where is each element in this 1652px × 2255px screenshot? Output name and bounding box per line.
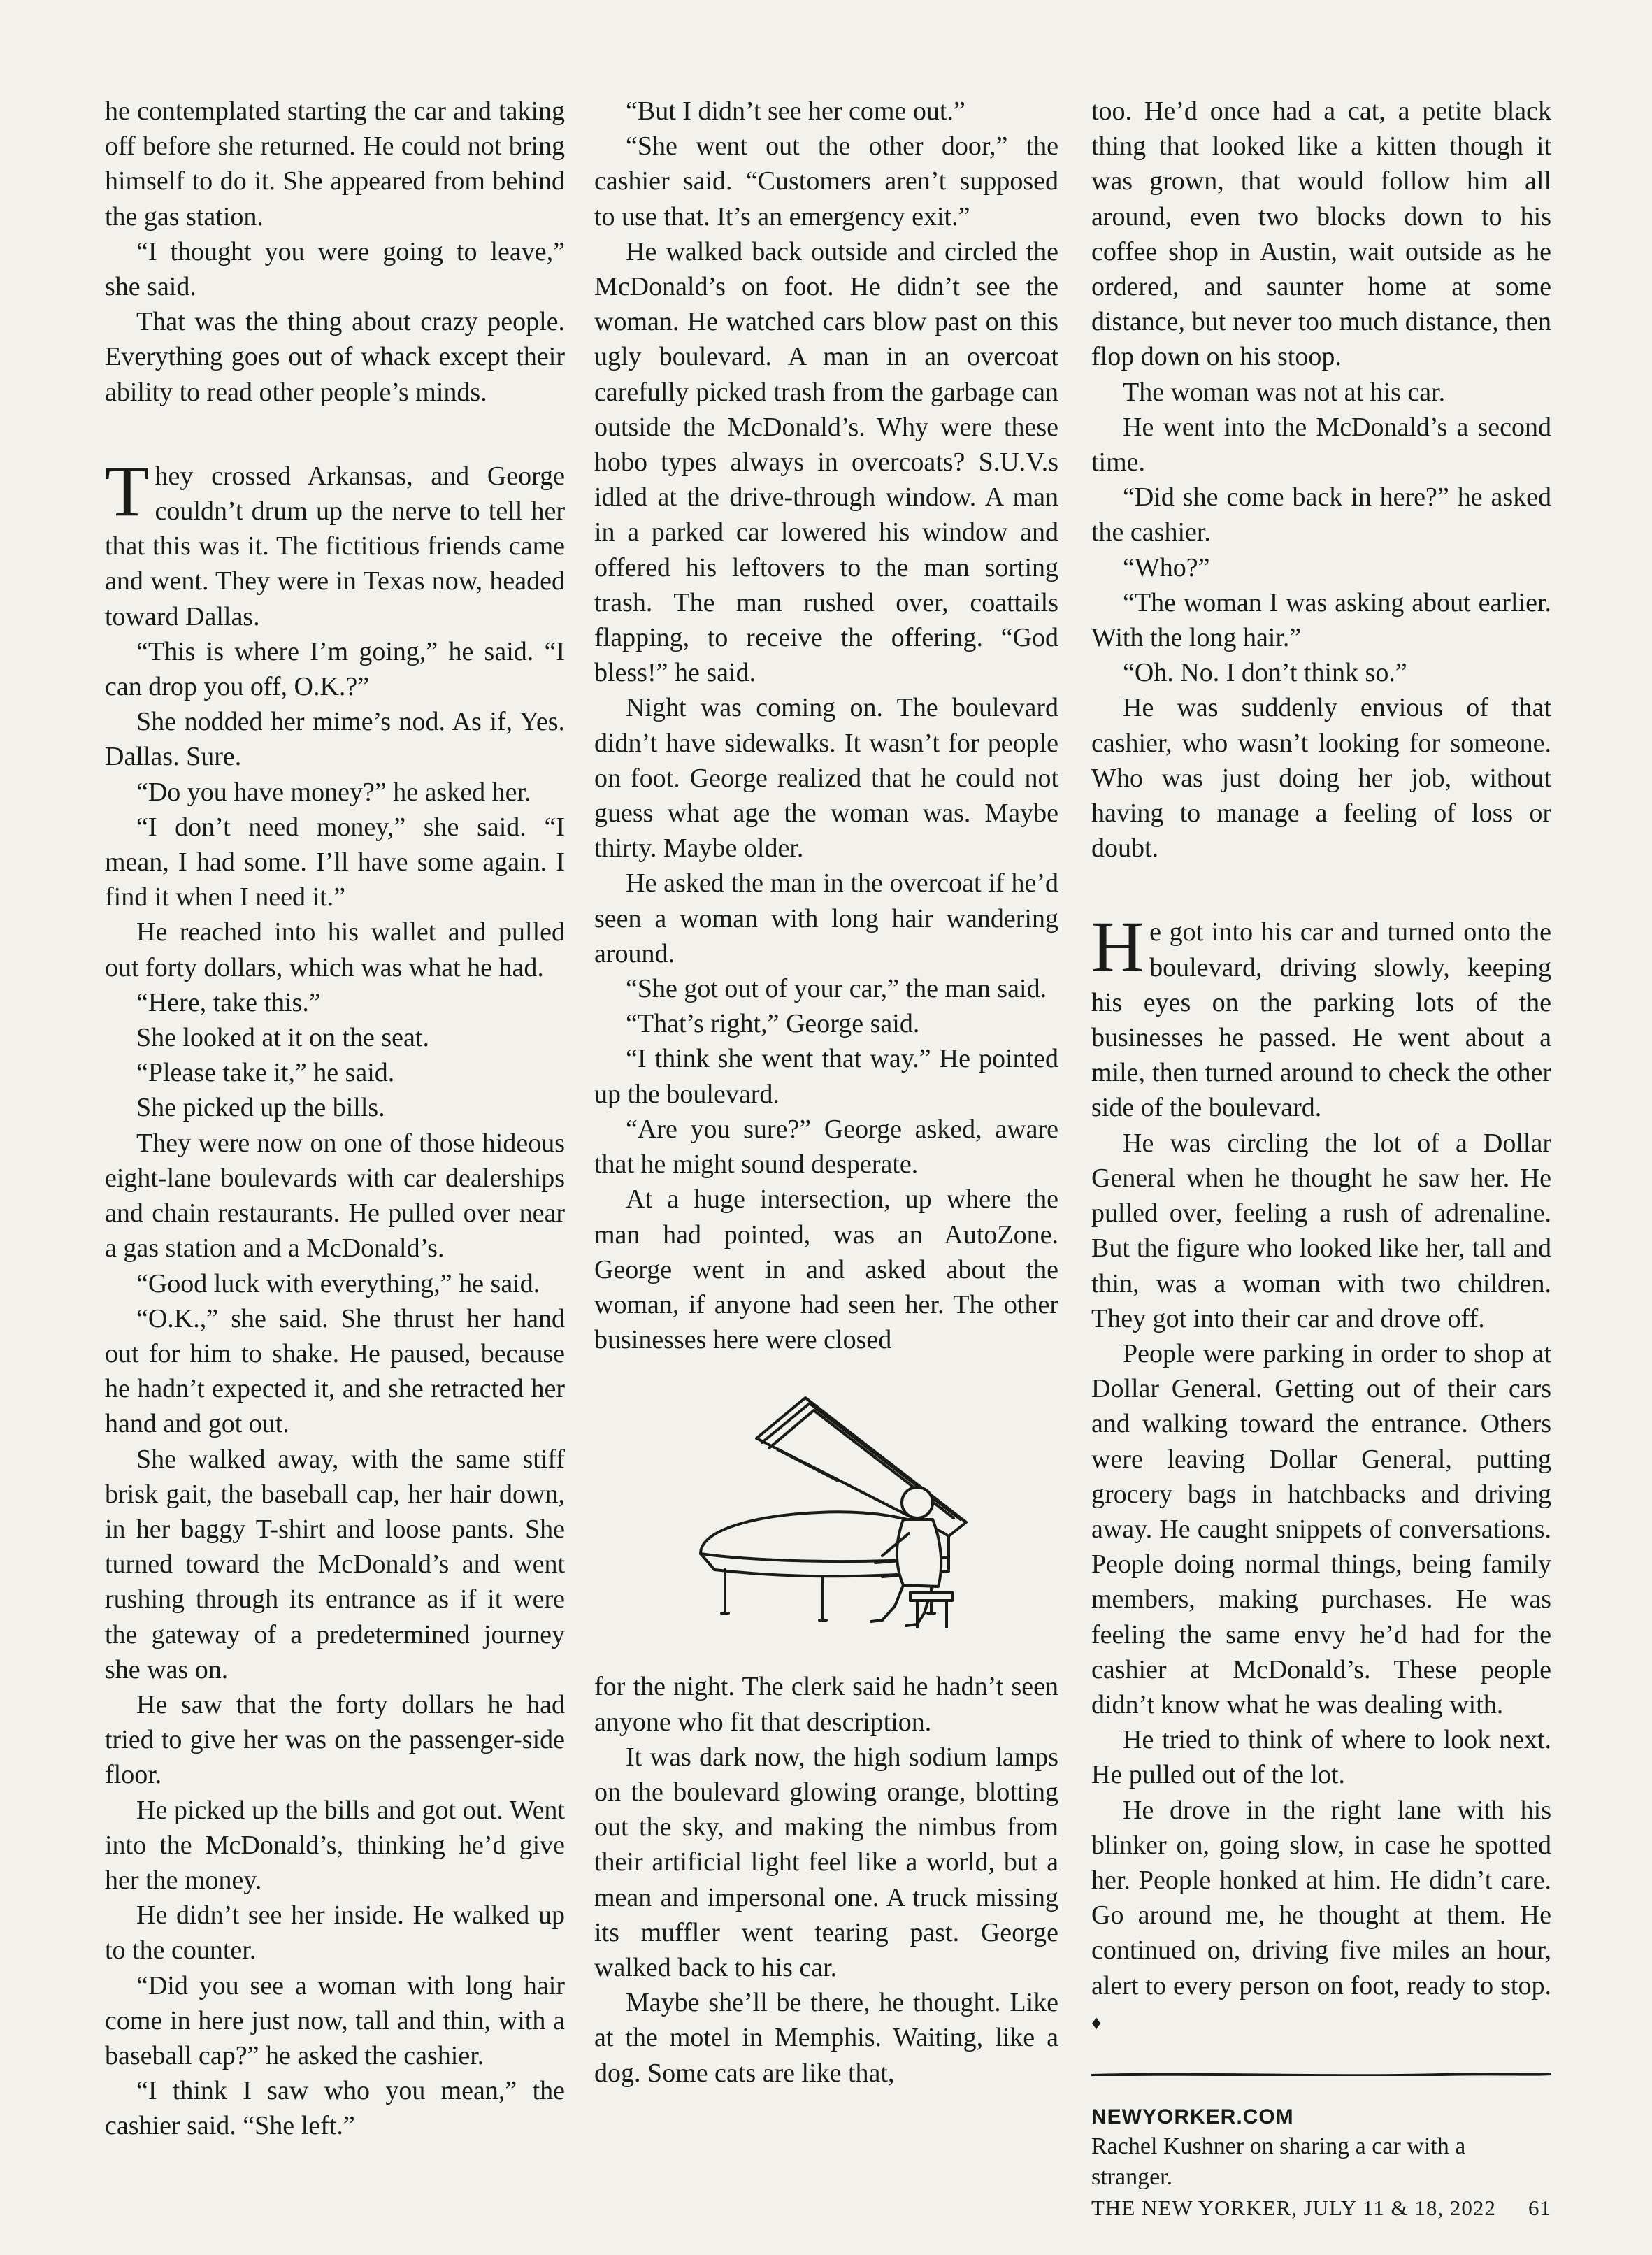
paragraph — [1091, 410, 1551, 480]
paragraph-text: She walked away, with the same stiff brisk gait, the baseball cap, her hair down, in her baggy T-shirt and loose pants. She turned toward the McDonald’s and went rushing through its entrance as if it were the gateway of a predetermined journey she was on. — [105, 1444, 565, 1684]
paragraph — [1091, 550, 1551, 585]
drop-cap: H — [1091, 907, 1144, 988]
paragraph-text: She nodded her mime’s nod. As if, Yes. Dallas. Sure. — [105, 707, 565, 772]
piano-player-illustration — [673, 1382, 980, 1648]
paragraph — [105, 634, 565, 704]
paragraph-text: “I don’t need money,” she said. “I mean, I had some. I’ll have some again. I find it when I need it.” — [105, 812, 565, 912]
paragraph-text: He was circling the lot of a Dollar General when he thought he saw her. He pulled over, feeling a rush of adrenaline. But the figure who looked like her, tall and thin, was a woman with two children. They got into their car and drove off. — [1091, 1128, 1551, 1333]
paragraph — [1091, 1722, 1551, 1792]
paragraph-text: “O.K.,” she said. She thrust her hand out for him to shake. He paused, because he hadn’t expected it, and she retracted her hand and got out. — [105, 1303, 565, 1439]
paragraph-text: “The woman I was asking about earlier. With the long hair.” — [1091, 587, 1551, 653]
paragraph — [594, 1006, 1058, 1041]
paragraph — [105, 1055, 565, 1090]
paragraph-text: She looked at it on the seat. — [136, 1023, 429, 1053]
paragraph-text: “She got out of your car,” the man said. — [626, 974, 1047, 1004]
text-column-2 — [594, 94, 1058, 2091]
paragraph — [1091, 655, 1551, 690]
paragraph — [594, 129, 1058, 234]
paragraph — [105, 704, 565, 774]
paragraph — [594, 94, 1058, 129]
paragraph-text: He reached into his wallet and pulled out forty dollars, which was what he had. — [105, 917, 565, 982]
paragraph — [1091, 1793, 1551, 2041]
paragraph-text: “Do you have money?” he asked her. — [136, 777, 531, 807]
paragraph — [105, 810, 565, 915]
paragraph-text: e got into his car and turned onto the boulevard, driving slowly, keeping his eyes on the parking lots of the businesses he passed. He went about a mile, then turned around to check the other side of the boulevard. — [1091, 917, 1551, 1123]
paragraph — [594, 971, 1058, 1006]
paragraph — [105, 915, 565, 985]
paragraph-text: He walked back outside and circled the McDonald’s on foot. He didn’t see the woman. He watched cars blow past on this ugly boulevard. A man in an overcoat carefully picked trash from the garbage can outside the McDonald’s. Why were these hobo types always in overcoats? S.U.V.s idled at the drive-through window. A man in a parked car lowered his window and offered his leftovers to the man sorting trash. The man rushed over, coattails flapping, to receive the offering. “God bless!” he said. — [594, 236, 1058, 688]
promo-blurb: Rachel Kushner on sharing a car with a stranger. — [1091, 2133, 1466, 2191]
page-number: 61 — [1528, 2196, 1551, 2220]
paragraph-text: “I think she went that way.” He pointed up the boulevard. — [594, 1044, 1058, 1109]
paragraph-text: She picked up the bills. — [136, 1093, 385, 1123]
paragraph-text: That was the thing about crazy people. Everything goes out of whack except their ability to read other people’s minds. — [105, 307, 565, 407]
paragraph-text: for the night. The clerk said he hadn’t seen anyone who fit that description. — [594, 1672, 1058, 1737]
paragraph-text: Night was coming on. The boulevard didn’t have sidewalks. It wasn’t for people on foot. George realized that he could not guess what age the woman was. Maybe thirty. Maybe older. — [594, 693, 1058, 864]
paragraph — [594, 1041, 1058, 1111]
paragraph — [105, 1301, 565, 1442]
paragraph — [105, 94, 565, 234]
text-column-1 — [105, 94, 565, 2144]
paragraph-text: “Are you sure?” George asked, aware that he might sound desperate. — [594, 1114, 1058, 1180]
paragraph-text: “Who?” — [1123, 552, 1210, 582]
paragraph-text: People were parking in order to shop at Dollar General. Getting out of their cars and walking toward the entrance. Others were leaving Dollar General, putting grocery bags in hatchbacks and driving away. He caught snippets of conversations. People doing normal things, being family members, making purchases. He was feeling the same envy he’d had for the cashier at McDonald’s. These people didn’t know what he was dealing with. — [1091, 1338, 1551, 1719]
paragraph — [105, 1687, 565, 1793]
paragraph-text: too. He’d once had a cat, a petite black thing that looked like a kitten though it was grown, that would follow him all around, even two blocks down to his coffee shop in Austin, wait outside as he ordered, and saunter home at some distance, but never too much distance, then flop down on his stoop. — [1091, 96, 1551, 372]
paragraph-text: “But I didn’t see her come out.” — [626, 96, 965, 126]
paragraph — [594, 1182, 1058, 1357]
paragraph — [105, 1126, 565, 1266]
section-opening-paragraph — [1091, 907, 1551, 1125]
paragraph — [105, 1898, 565, 1968]
paragraph — [105, 234, 565, 304]
paragraph — [105, 1442, 565, 1687]
paragraph-text: “That’s right,” George said. — [626, 1009, 920, 1039]
paragraph — [1091, 94, 1551, 375]
paragraph — [105, 1266, 565, 1301]
paragraph-text: “I thought you were going to leave,” she said. — [105, 236, 565, 302]
paragraph-text: The woman was not at his car. — [1123, 377, 1446, 407]
paragraph — [594, 1985, 1058, 2091]
paragraph — [105, 775, 565, 810]
promo-site-link[interactable]: NEWYORKER.COM — [1091, 2105, 1294, 2129]
text-column-3 — [1091, 94, 1551, 2193]
paragraph-text: He picked up the bills and got out. Went into the McDonald’s, thinking he’d give her the money. — [105, 1795, 565, 1895]
paragraph — [594, 866, 1058, 971]
paragraph — [1091, 480, 1551, 550]
paragraph — [105, 985, 565, 1020]
paragraph — [1091, 585, 1551, 655]
paragraph-text: “Please take it,” he said. — [136, 1058, 395, 1088]
paragraph-text: He saw that the forty dollars he had tried to give her was on the passenger-side floor. — [105, 1689, 565, 1790]
paragraph-text: “I think I saw who you mean,” the cashier said. “She left.” — [105, 2076, 565, 2141]
paragraph-text: It was dark now, the high sodium lamps on the boulevard glowing orange, blotting out the sky, and making the nimbus from their artificial light feel like a world, but a mean and impersonal one. A truck missing its muffler went tearing past. George walked back to his car. — [594, 1742, 1058, 1982]
paragraph-text: “She went out the other door,” the cashier said. “Customers aren’t supposed to use that. It’s an emergency exit.” — [594, 131, 1058, 231]
end-of-story-mark: ♦ — [1091, 2012, 1102, 2034]
drop-cap: T — [105, 450, 150, 531]
paragraph-text: He asked the man in the overcoat if he’d seen a woman with long hair wandering around. — [594, 868, 1058, 968]
paragraph — [105, 304, 565, 410]
paragraph — [1091, 690, 1551, 866]
paragraph — [105, 1968, 565, 2074]
paragraph — [1091, 375, 1551, 410]
paragraph — [594, 1112, 1058, 1182]
paragraph-text: “Here, take this.” — [136, 987, 321, 1017]
section-opening-paragraph — [105, 450, 565, 634]
paragraph — [594, 1669, 1058, 1739]
paragraph-text: He didn’t see her inside. He walked up to the counter. — [105, 1900, 565, 1966]
paragraph-text: “Good luck with everything,” he said. — [136, 1268, 540, 1298]
paragraph — [594, 690, 1058, 866]
paragraph — [594, 234, 1058, 691]
paragraph-text: At a huge intersection, up where the man had pointed, was an AutoZone. George went in and asked about the woman, if anyone had seen her. The other businesses here were closed — [594, 1184, 1058, 1355]
promo-divider — [1091, 2072, 1551, 2076]
paragraph-text: “Did you see a woman with long hair come in here just now, tall and thin, with a baseball cap?” he asked the cashier. — [105, 1970, 565, 2070]
paragraph-text: He tried to think of where to look next. He pulled out of the lot. — [1091, 1725, 1551, 1790]
paragraph-text: hey crossed Arkansas, and George couldn’t drum up the nerve to tell her that this was it. The fictitious friends came and went. They were in Texas now, headed toward Dallas. — [105, 461, 565, 631]
paragraph — [105, 1793, 565, 1898]
magazine-issue-line: THE NEW YORKER, JULY 11 & 18, 2022 — [1091, 2196, 1496, 2220]
paragraph — [105, 2073, 565, 2143]
paragraph-text: Maybe she’ll be there, he thought. Like at the motel in Memphis. Waiting, like a dog. Some cats are like that, — [594, 1988, 1058, 2088]
paragraph — [594, 1740, 1058, 1985]
paragraph — [105, 1020, 565, 1055]
paragraph — [1091, 1126, 1551, 1336]
paragraph-text: He was suddenly envious of that cashier, who wasn’t looking for someone. Who was just doing her job, without having to manage a feeling of loss or doubt. — [1091, 693, 1551, 864]
paragraph — [105, 1090, 565, 1125]
paragraph-text: He went into the McDonald’s a second time. — [1091, 412, 1551, 478]
paragraph-text: “Did she come back in here?” he asked the cashier. — [1091, 482, 1551, 547]
paragraph-text: “Oh. No. I don’t think so.” — [1123, 658, 1407, 688]
paragraph-text: “This is where I’m going,” he said. “I can drop you off, O.K.?” — [105, 636, 565, 702]
paragraph-text: he contemplated starting the car and taking off before she returned. He could not bring himself to do it. She appeared from behind the gas station. — [105, 96, 565, 231]
paragraph-text: They were now on one of those hideous eight-lane boulevards with car dealerships and chain restaurants. He pulled over near a gas station and a McDonald’s. — [105, 1128, 565, 1263]
paragraph-text: He drove in the right lane with his blinker on, going slow, in case he spotted her. People honked at him. He didn’t care. Go around me, he thought at them. He continued on, driving five miles an hour, alert to every person on foot, ready to stop. — [1091, 1795, 1551, 2000]
paragraph — [1091, 1336, 1551, 1722]
